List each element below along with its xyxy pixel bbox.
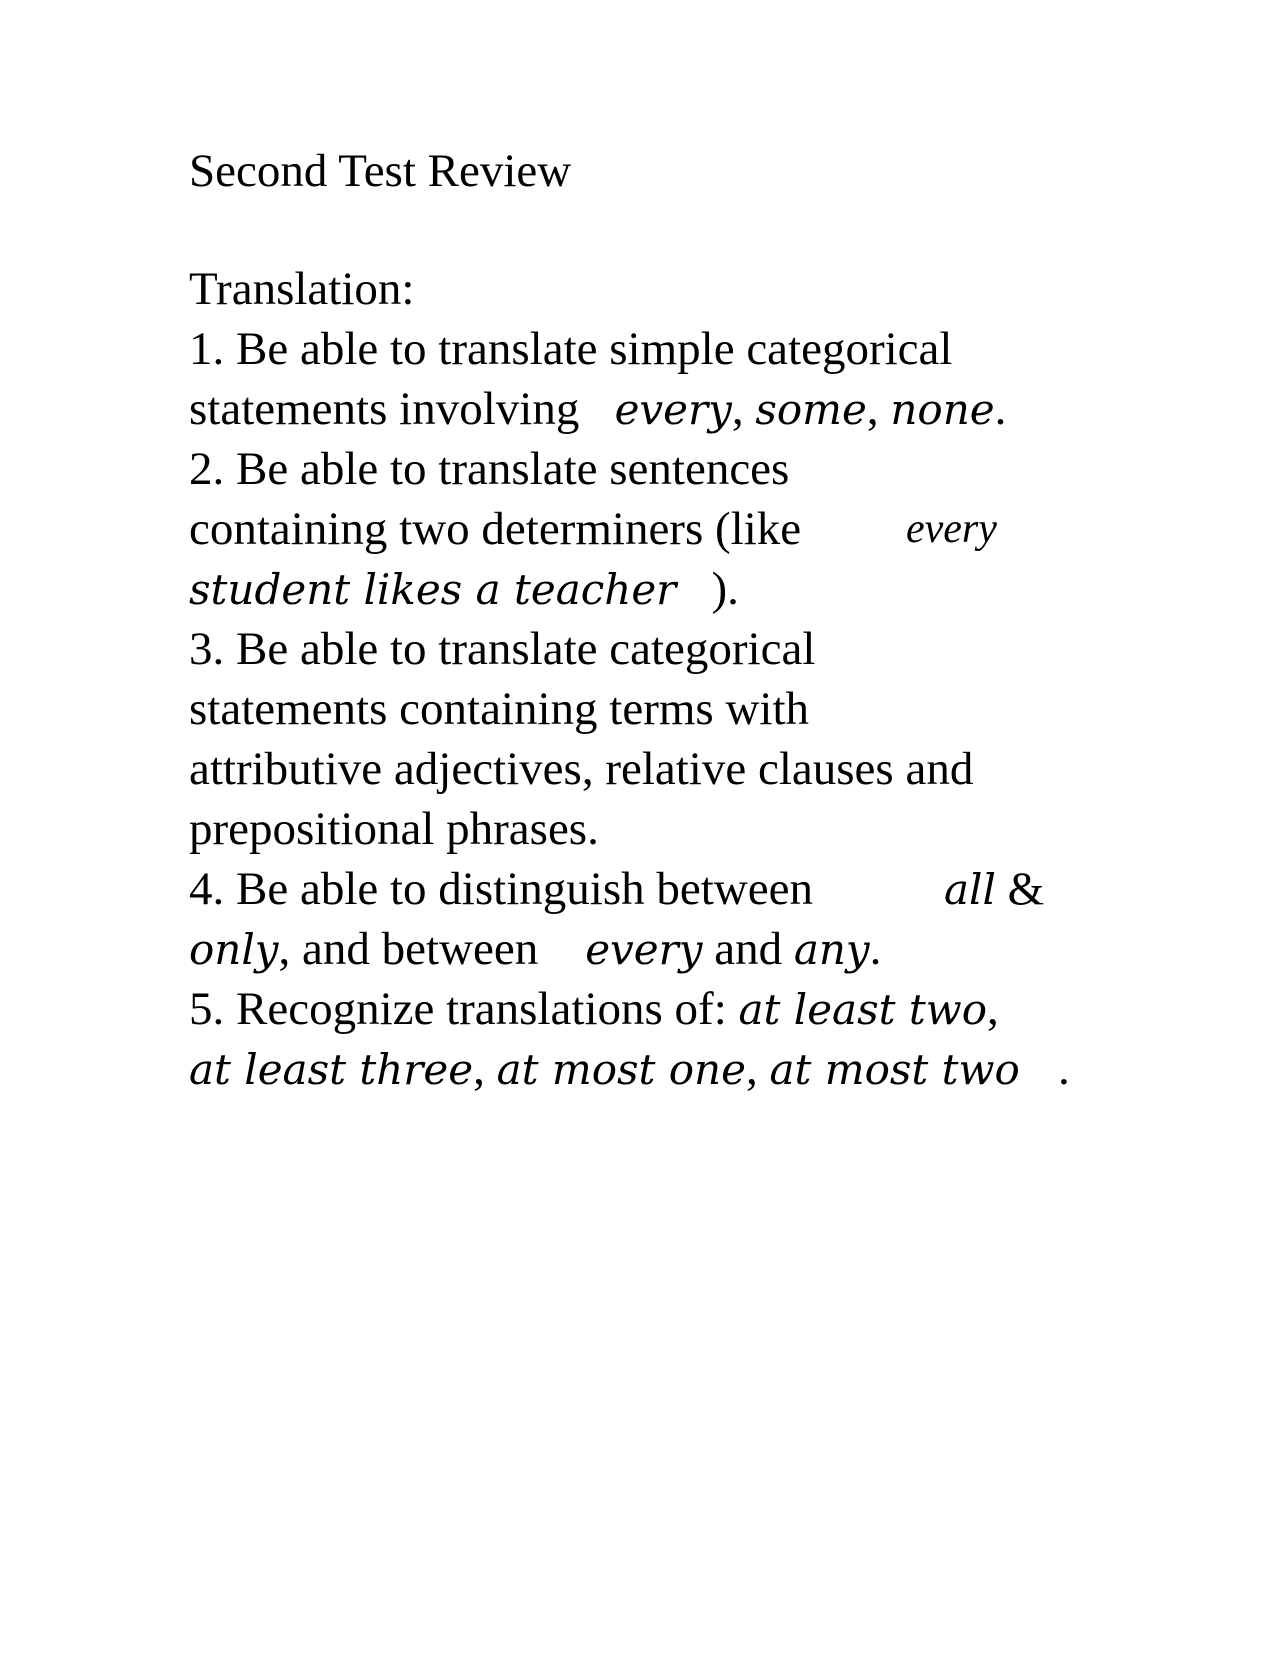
item-1-text: statements involving [189, 383, 580, 435]
section-heading: Translation: [189, 263, 415, 315]
comma: , [473, 1043, 485, 1095]
term-at-least-two: at least two [738, 985, 987, 1034]
term-at-most-one: at most one [496, 1045, 746, 1094]
conjunction-and: and [714, 923, 783, 975]
term-all: all [944, 865, 996, 914]
item-5-line-1 [189, 979, 999, 1040]
item-3-line-1: 3. Be able to translate categorical [189, 623, 816, 675]
comma: , [987, 983, 999, 1035]
item-3-line-3: attributive adjectives, relative clauses and [189, 743, 974, 795]
item-4-text: , and between [278, 923, 539, 975]
closing-paren: ). [711, 563, 739, 615]
comma: , [866, 383, 879, 435]
term-only: only [189, 925, 279, 974]
period: . [994, 383, 1007, 435]
period: . [869, 923, 882, 975]
term-at-least-three: at least three [189, 1045, 474, 1094]
item-4-all-amp [944, 859, 1044, 920]
item-5-period: . [1058, 1043, 1070, 1095]
term-every: every [585, 925, 703, 974]
term-some: some [755, 385, 867, 434]
term-at-most-two: at most two [769, 1045, 1020, 1094]
comma: , [731, 383, 744, 435]
item-2-line-1: 2. Be able to translate sentences [189, 443, 790, 495]
example-sentence: student likes a teacher [189, 565, 677, 614]
document-title: Second Test Review [189, 145, 572, 197]
item-3-line-4: prepositional phrases. [189, 803, 599, 855]
item-1-line-1: 1. Be able to translate simple categorical [189, 323, 953, 375]
item-2-line-2: containing two determiners (like [189, 503, 802, 555]
item-5-text: 5. Recognize translations of: [189, 983, 727, 1035]
item-1-line-2 [189, 379, 1006, 440]
item-2-line-3 [189, 559, 739, 620]
term-every: every [906, 506, 997, 552]
item-4-line-2 [189, 919, 881, 980]
term-every: every [614, 385, 732, 434]
item-5-line-2 [189, 1039, 1020, 1100]
term-any: any [793, 925, 870, 974]
comma: , [745, 1043, 758, 1095]
ampersand: & [1007, 863, 1045, 915]
term-none: none [890, 385, 995, 434]
item-3-line-2: statements containing terms with [189, 683, 810, 735]
item-4-line-1: 4. Be able to distinguish between [189, 863, 813, 915]
